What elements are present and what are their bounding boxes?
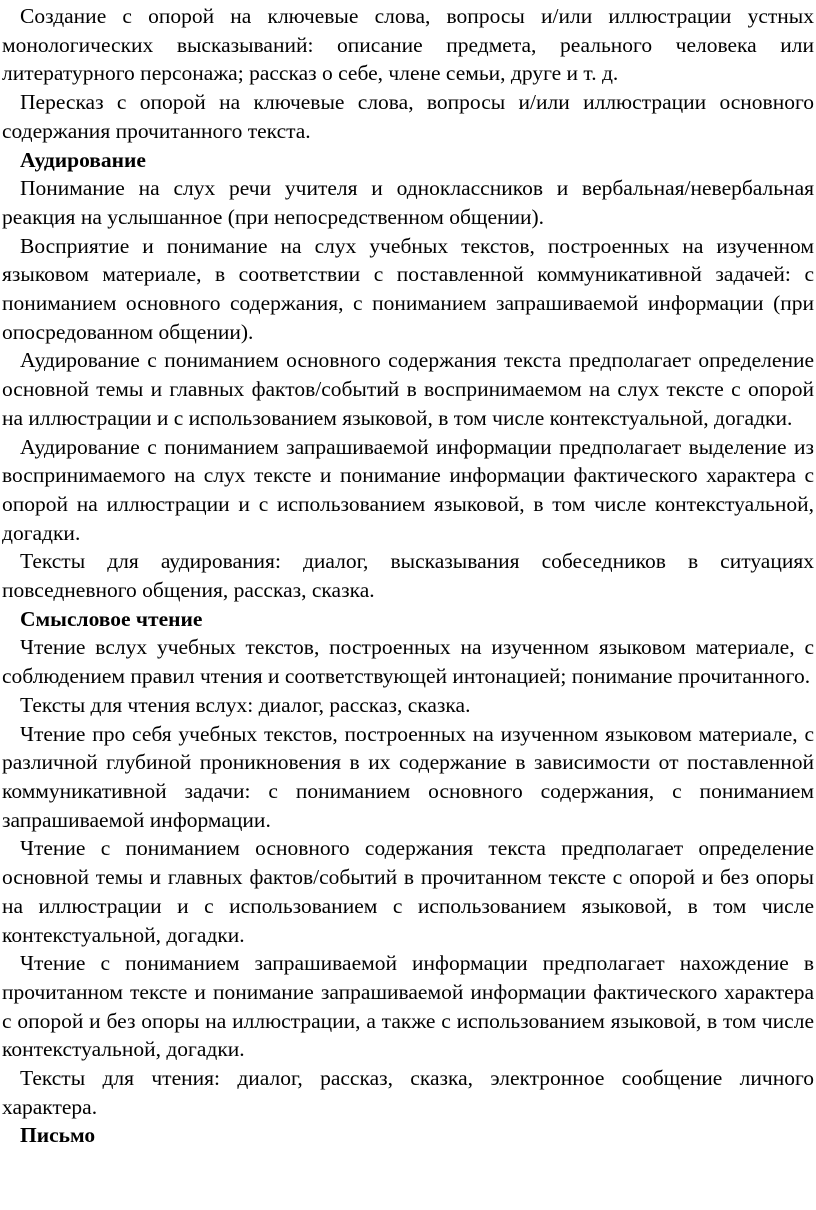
paragraph-listening-main-content: Аудирование с пониманием основного содержания текста предполагает определение основной темы и главных фактов/событий в воспринимаемом на слух тексте с опорой на иллюстрации и с использованием языковой, в том числе контекстуальной, догадки.: [2, 348, 814, 430]
heading-reading: Смысловое чтение: [20, 606, 203, 631]
paragraph-listening-texts: Тексты для аудирования: диалог, высказывания собеседников в ситуациях повседневного общения, рассказ, сказка.: [2, 549, 814, 603]
paragraph-reading-main-content: Чтение с пониманием основного содержания текста предполагает определение основной темы и главных фактов/событий в прочитанном тексте с опорой и без опоры на иллюстрации и с использованием с использованием языковой, в том числе контекстуальной, догадки.: [2, 836, 814, 947]
paragraph-listening-requested-info: Аудирование с пониманием запрашиваемой информации предполагает выделение из воспринимаемого на слух тексте и понимание информации фактического характера с опорой на иллюстрации и с использованием языковой, в том числе контекстуальной, догадки.: [2, 434, 814, 545]
paragraph-reading-aloud: Чтение вслух учебных текстов, построенных на изученном языковом материале, с соблюдением правил чтения и соответствующей интонацией; понимание прочитанного.: [2, 635, 814, 689]
paragraph-reading-texts: Тексты для чтения: диалог, рассказ, сказка, электронное сообщение личного характера.: [2, 1066, 814, 1119]
heading-writing: Письмо: [20, 1123, 96, 1148]
heading-listening: Аудирование: [20, 147, 146, 172]
paragraph-monologue-creation: Создание с опорой на ключевые слова, вопросы и/или иллюстрации устных монологических высказываний: описание предмета, реального человека или литературного персонажа; рассказ о себе, члене семьи, друге и т. д.: [2, 4, 814, 86]
paragraph-reading-requested-info: Чтение с пониманием запрашиваемой информации предполагает нахождение в прочитанном тексте и понимание запрашиваемой информации фактического характера с опорой и без опоры на иллюстрации, а также с использованием языковой, в том числе контекстуальной, догадки.: [2, 951, 814, 1062]
paragraph-listening-perception: Восприятие и понимание на слух учебных текстов, построенных на изученном языковом материале, в соответствии с поставленной коммуникативной задачей: с пониманием основного содержания, с пониманием запрашиваемой информации (при опосредованном общении).: [2, 233, 814, 344]
paragraph-silent-reading: Чтение про себя учебных текстов, построенных на изученном языковом материале, с различной глубиной проникновения в их содержание в зависимости от поставленной коммуникативной задачи: с пониманием основного содержания, с пониманием запрашиваемой информации.: [2, 721, 814, 832]
paragraph-listening-teacher: Понимание на слух речи учителя и одноклассников и вербальная/невербальная реакция на услышанное (при непосредственном общении).: [2, 176, 814, 229]
paragraph-reading-aloud-texts: Тексты для чтения вслух: диалог, рассказ, сказка.: [20, 692, 471, 717]
paragraph-retelling: Пересказ с опорой на ключевые слова, вопросы и/или иллюстрации основного содержания прочитанного текста.: [2, 90, 814, 143]
